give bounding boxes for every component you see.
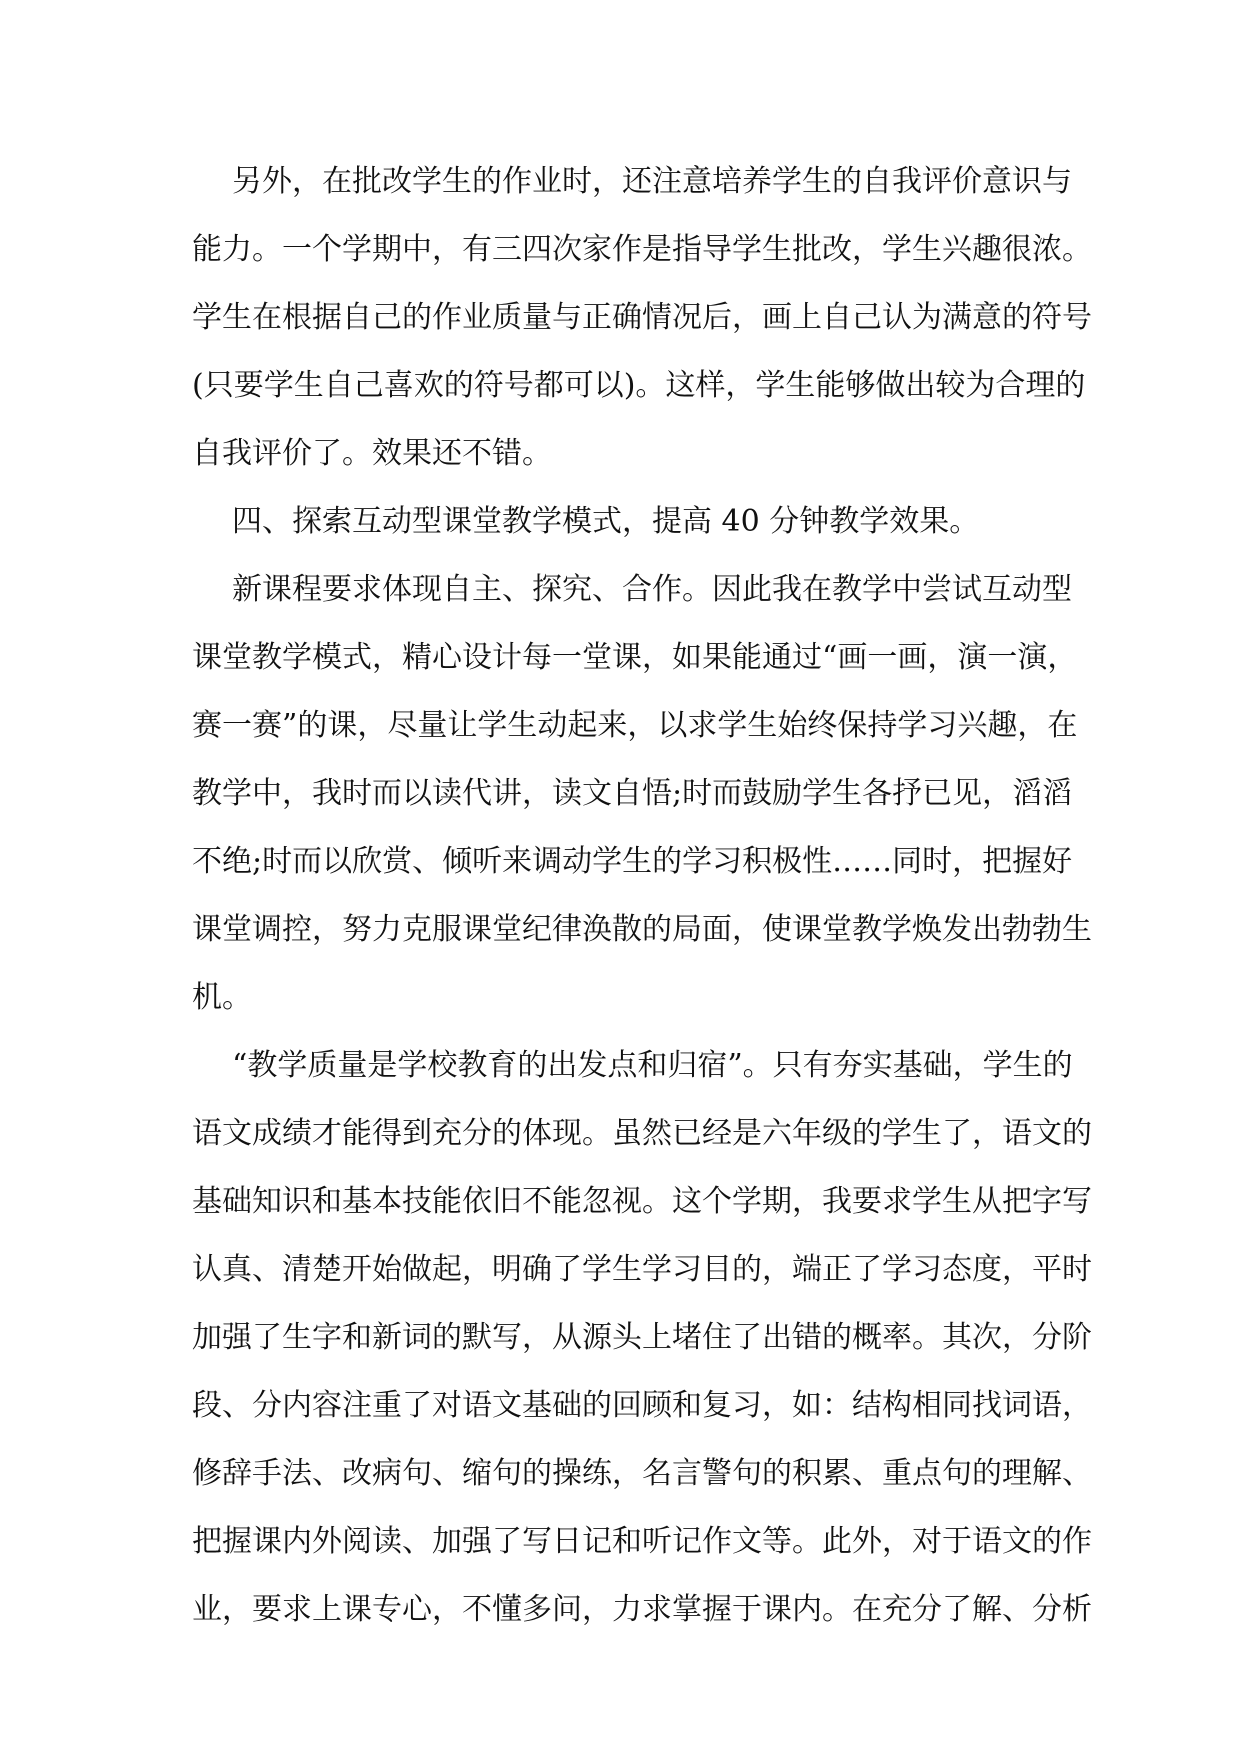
text-line: 段、分内容注重了对语文基础的回顾和复习，如：结构相同找词语，: [192, 1388, 1092, 1423]
text-line: 基础知识和基本技能依旧不能忽视。这个学期，我要求学生从把字写: [192, 1184, 1092, 1219]
text-line: 业，要求上课专心，不懂多问，力求掌握于课内。在充分了解、分析: [192, 1592, 1092, 1627]
paragraph: [192, 1032, 1092, 1644]
paragraph: [192, 556, 1092, 1032]
text-line: 语文成绩才能得到充分的体现。虽然已经是六年级的学生了，语文的: [192, 1116, 1092, 1151]
text-line: 赛一赛”的课，尽量让学生动起来，以求学生始终保持学习兴趣，在: [192, 708, 1078, 743]
document-page: [192, 148, 1092, 1644]
text-line: 把握课内外阅读、加强了写日记和听记作文等。此外，对于语文的作: [192, 1524, 1092, 1559]
paragraph: [192, 148, 1092, 488]
text-line: 修辞手法、改病句、缩句的操练，名言警句的积累、重点句的理解、: [192, 1456, 1092, 1491]
text-line: 另外，在批改学生的作业时，还注意培养学生的自我评价意识与: [232, 164, 1072, 199]
text-line: (只要学生自己喜欢的符号都可以)。这样，学生能够做出较为合理的: [192, 368, 1086, 403]
text-line: 机。: [192, 980, 252, 1015]
text-line: 四、探索互动型课堂教学模式，提高 40 分钟教学效果。: [232, 504, 980, 539]
text-line: 不绝;时而以欣赏、倾听来调动学生的学习积极性……同时，把握好: [192, 844, 1073, 879]
text-line: “教学质量是学校教育的出发点和归宿”。只有夯实基础，学生的: [232, 1048, 1073, 1083]
text-line: 自我评价了。效果还不错。: [192, 436, 552, 471]
section-heading: [192, 488, 1052, 556]
text-line: 课堂教学模式，精心设计每一堂课，如果能通过“画一画，演一演，: [192, 640, 1078, 675]
text-line: 课堂调控，努力克服课堂纪律涣散的局面，使课堂教学焕发出勃勃生: [192, 912, 1092, 947]
text-line: 认真、清楚开始做起，明确了学生学习目的，端正了学习态度，平时: [192, 1252, 1092, 1287]
text-line: 加强了生字和新词的默写，从源头上堵住了出错的概率。其次，分阶: [192, 1320, 1092, 1355]
text-line: 新课程要求体现自主、探究、合作。因此我在教学中尝试互动型: [232, 572, 1072, 607]
text-line: 教学中，我时而以读代讲，读文自悟;时而鼓励学生各抒已见，滔滔: [192, 776, 1073, 811]
text-line: 学生在根据自己的作业质量与正确情况后，画上自己认为满意的符号: [192, 300, 1092, 335]
text-line: 能力。一个学期中，有三四次家作是指导学生批改，学生兴趣很浓。: [192, 232, 1092, 267]
